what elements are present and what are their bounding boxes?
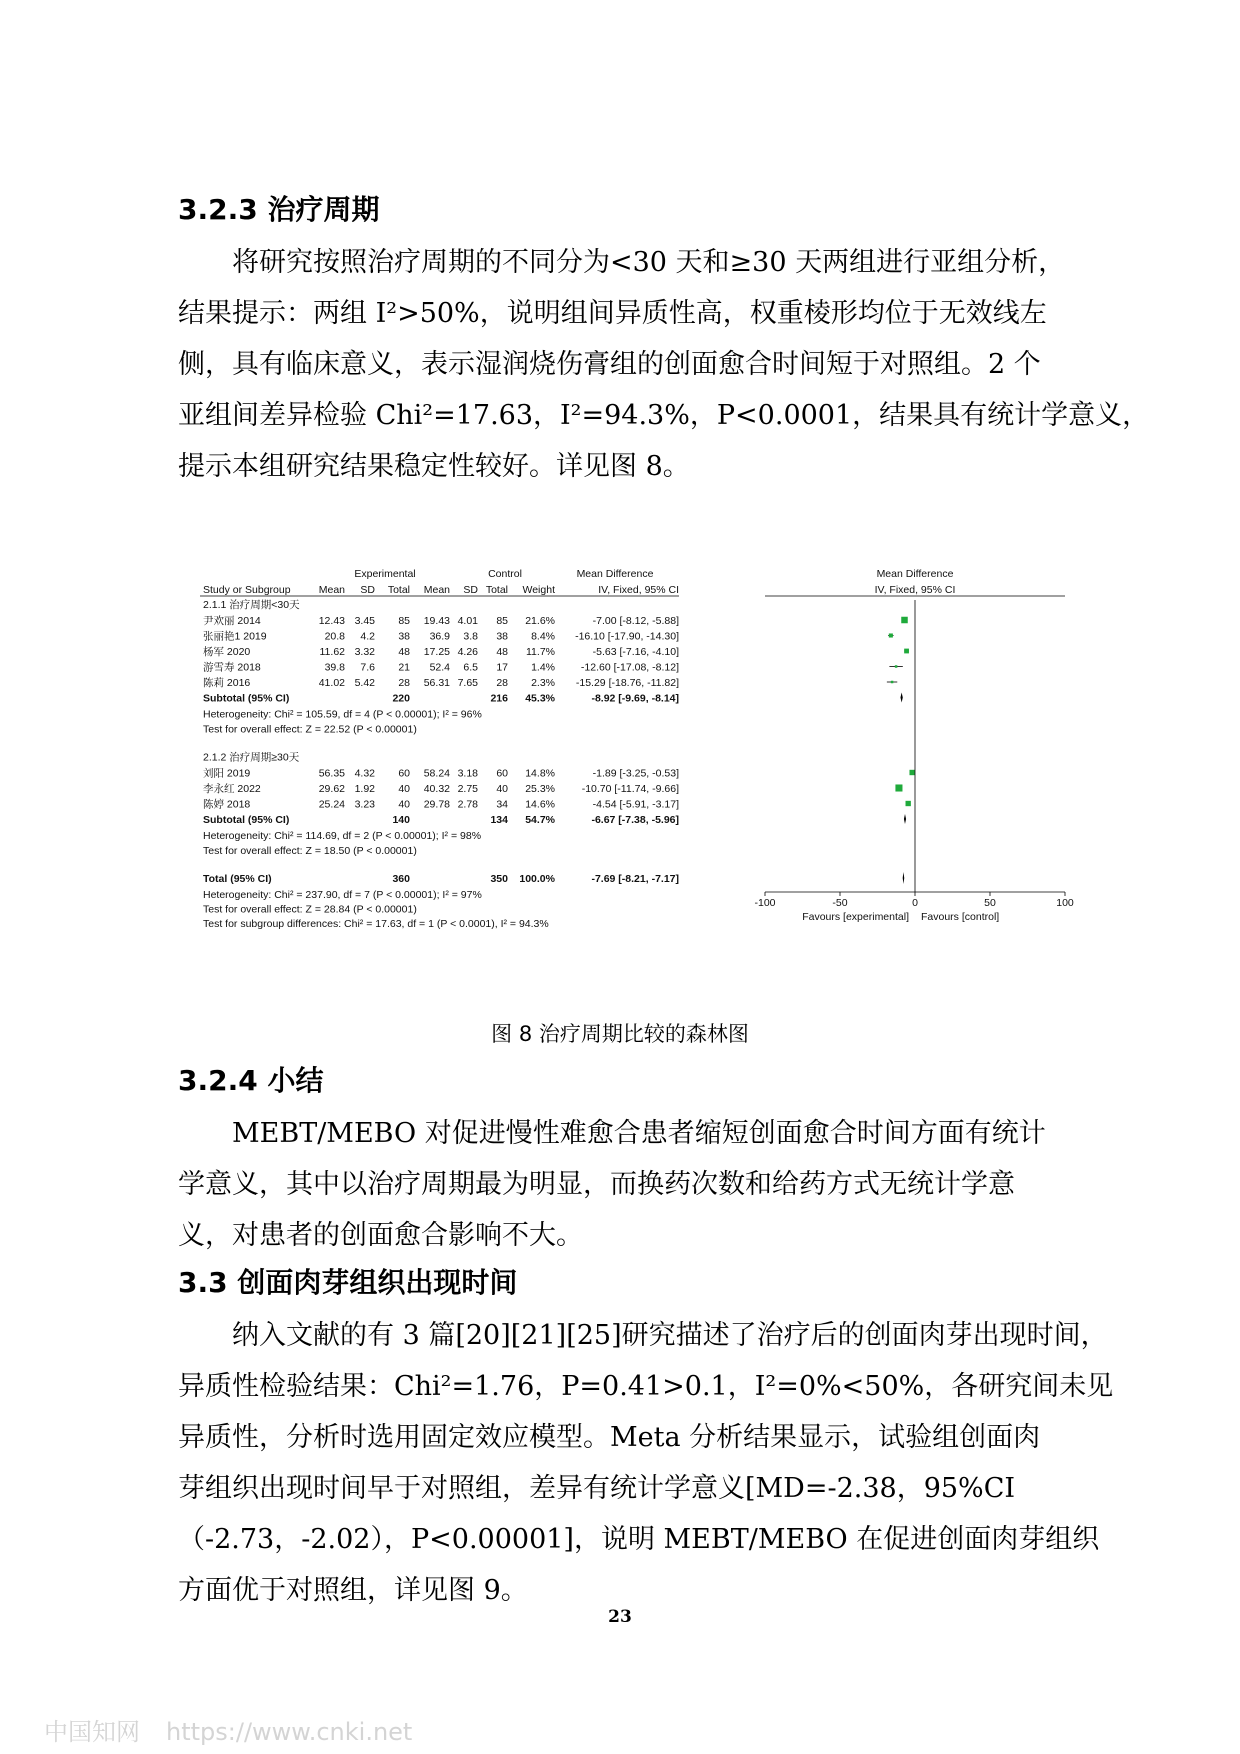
study-value: -1.89 [-3.25, -0.53] xyxy=(592,767,679,780)
forest-plot xyxy=(195,560,1075,980)
study-value: 21.6% xyxy=(525,615,555,627)
total-value: 360 xyxy=(392,873,410,885)
study-value: 3.18 xyxy=(457,767,478,780)
study-value: 36.9 xyxy=(429,630,450,643)
study-value: -12.60 [-17.08, -8.12] xyxy=(580,661,679,674)
section-heading-3-3: 3.3 创面肉芽组织出现时间 xyxy=(178,1266,518,1299)
effect-square xyxy=(901,617,908,624)
column-header: IV, Fixed, 95% CI xyxy=(598,584,679,596)
study-value: 28 xyxy=(496,677,508,689)
overall-effect-text: Test for overall effect: Z = 22.52 (P < 0.00001) xyxy=(203,723,417,736)
header-md: Mean Difference xyxy=(576,568,654,580)
study-value: 40 xyxy=(496,783,508,795)
heterogeneity-text: Heterogeneity: Chi² = 105.59, df = 4 (P < 0.00001); I² = 96% xyxy=(203,708,482,721)
study-value: 1.92 xyxy=(354,783,375,795)
subtotal-value: -6.67 [-7.38, -5.96] xyxy=(591,814,679,826)
text-line: 异质性，分析时选用固定效应模型。Meta 分析结果显示，试验组创面肉 xyxy=(178,1422,1041,1453)
study-value: 7.6 xyxy=(360,661,375,674)
effect-square xyxy=(909,770,914,775)
effect-square xyxy=(895,784,902,791)
study-value: 3.45 xyxy=(354,615,375,627)
watermark-url: https://www.cnki.net xyxy=(166,1718,413,1746)
text-line: 芽组织出现时间早于对照组，差异有统计学意义[MD=-2.38，95%CI xyxy=(178,1473,1016,1504)
study-value: 6.5 xyxy=(463,661,478,674)
study-value: 14.6% xyxy=(525,798,555,811)
watermark xyxy=(44,1712,438,1747)
text-line: （-2.73，-2.02），P<0.00001]，说明 MEBT/MEBO 在促进创面肉芽组织 xyxy=(178,1524,1100,1555)
study-value: 85 xyxy=(496,615,508,627)
study-name: 陈莉 2016 xyxy=(203,677,251,689)
subtotal-value: 45.3% xyxy=(525,692,555,705)
study-value: 56.35 xyxy=(318,767,345,780)
column-header: Weight xyxy=(522,584,555,596)
study-value: 1.4% xyxy=(531,661,555,674)
figure-caption: 图 8 治疗周期比较的森林图 xyxy=(491,1022,749,1046)
study-value: 28 xyxy=(398,677,410,689)
text-line: 亚组间差异检验 Chi²=17.63，I²=94.3%，P<0.0001，结果具有统计学意义， xyxy=(178,400,1150,431)
study-value: 41.02 xyxy=(318,677,345,689)
study-value: 20.8 xyxy=(324,630,345,643)
study-value: 34 xyxy=(496,798,508,811)
study-value: -5.63 [-7.16, -4.10] xyxy=(592,646,679,658)
study-value: 60 xyxy=(398,767,410,780)
study-value: 5.42 xyxy=(354,677,375,689)
text-line: MEBT/MEBO 对促进慢性难愈合患者缩短创面愈合时间方面有统计 xyxy=(232,1118,1046,1149)
total-value: 100.0% xyxy=(519,873,555,885)
effect-square xyxy=(895,665,898,668)
overall-effect-text: Test for overall effect: Z = 18.50 (P < 0.00001) xyxy=(203,845,417,857)
subtotal-value: 134 xyxy=(490,814,508,826)
study-value: 7.65 xyxy=(457,677,478,689)
header-md-plot: Mean Difference xyxy=(876,568,954,580)
text-line: 义，对患者的创面愈合影响不大。 xyxy=(178,1220,583,1251)
study-value: 12.43 xyxy=(318,615,345,627)
study-value: 4.32 xyxy=(354,767,375,780)
text-line: 异质性检验结果：Chi²=1.76，P=0.41>0.1，I²=0%<50%，各研究间未见 xyxy=(178,1371,1114,1402)
total-label: Total (95% CI) xyxy=(203,873,272,885)
text-line: 提示本组研究结果稳定性较好。详见图 8。 xyxy=(178,451,690,482)
study-name: 杨军 2020 xyxy=(203,646,251,658)
study-name: 刘阳 2019 xyxy=(203,767,251,780)
effect-square xyxy=(904,649,909,654)
subtotal-label: Subtotal (95% CI) xyxy=(203,692,290,705)
study-value: 4.01 xyxy=(457,615,478,627)
total-value: -7.69 [-8.21, -7.17] xyxy=(591,873,679,885)
study-name: 张丽艳1 2019 xyxy=(203,630,267,643)
x-tick-label: -50 xyxy=(832,897,848,909)
header-experimental: Experimental xyxy=(354,568,416,580)
heterogeneity-text: Heterogeneity: Chi² = 114.69, df = 2 (P < 0.00001); I² = 98% xyxy=(203,830,482,842)
study-name: 尹欢丽 2014 xyxy=(203,615,261,627)
study-value: -10.70 [-11.74, -9.66] xyxy=(581,783,679,795)
study-value: 25.3% xyxy=(525,783,555,795)
study-value: 40.32 xyxy=(423,783,450,795)
study-value: 38 xyxy=(496,630,508,643)
study-value: -15.29 [-18.76, -11.82] xyxy=(575,677,679,689)
column-header: Mean xyxy=(318,584,345,596)
footer-text: Test for overall effect: Z = 28.84 (P < 0.00001) xyxy=(203,903,417,916)
study-value: 39.8 xyxy=(324,661,345,674)
text-line: 将研究按照治疗周期的不同分为<30 天和≥30 天两组进行亚组分析， xyxy=(232,247,1066,278)
study-name: 李永红 2022 xyxy=(203,783,261,795)
header-control: Control xyxy=(488,568,522,580)
subtotal-diamond xyxy=(904,814,906,824)
study-value: 85 xyxy=(398,615,410,627)
footer-text: Test for subgroup differences: Chi² = 17.63, df = 1 (P < 0.0001), I² = 94.3% xyxy=(203,918,549,930)
column-header: SD xyxy=(360,584,375,596)
study-value: 60 xyxy=(496,767,508,780)
text-line: 侧，具有临床意义，表示湿润烧伤膏组的创面愈合时间短于对照组。2 个 xyxy=(178,349,1041,380)
column-header: Mean xyxy=(423,584,450,596)
study-value: 3.8 xyxy=(463,630,478,643)
study-value: 2.78 xyxy=(457,798,478,811)
page-number: 23 xyxy=(608,1607,632,1627)
column-header: Total xyxy=(387,584,410,596)
study-value: 29.62 xyxy=(318,783,345,795)
study-value: 17.25 xyxy=(423,646,450,658)
watermark-brand: 中国知网 xyxy=(44,1718,140,1746)
effect-square xyxy=(891,681,894,684)
subtotal-value: 54.7% xyxy=(525,814,555,826)
x-tick-label: -100 xyxy=(754,897,776,909)
subgroup-title: 2.1.2 治疗周期≥30天 xyxy=(203,751,300,764)
study-value: 52.4 xyxy=(429,661,450,674)
text-line: 纳入文献的有 3 篇[20][21][25]研究描述了治疗后的创面肉芽出现时间， xyxy=(232,1320,1108,1351)
x-tick-label: 100 xyxy=(1056,897,1074,909)
study-name: 游雪寿 2018 xyxy=(203,661,261,674)
section-heading-3-2-4: 3.2.4 小结 xyxy=(178,1064,324,1097)
study-value: -4.54 [-5.91, -3.17] xyxy=(592,798,679,811)
axis-left-label: Favours [experimental] xyxy=(802,911,909,923)
paragraph-3-2-4 xyxy=(178,1108,1098,1261)
column-header: SD xyxy=(463,584,478,596)
study-value: 48 xyxy=(496,646,508,658)
study-value: 4.2 xyxy=(360,630,375,643)
effect-square xyxy=(906,801,911,806)
study-value: 19.43 xyxy=(423,615,450,627)
text-line: 学意义，其中以治疗周期最为明显，而换药次数和给药方式无统计学意 xyxy=(178,1169,1015,1200)
study-value: 4.26 xyxy=(457,646,478,658)
total-value: 350 xyxy=(490,873,508,885)
subtotal-value: 216 xyxy=(490,692,508,705)
study-value: 48 xyxy=(398,646,410,658)
study-value: 29.78 xyxy=(423,798,450,811)
study-value: 17 xyxy=(496,661,508,674)
effect-square xyxy=(889,633,893,637)
study-value: 14.8% xyxy=(525,767,555,780)
paragraph-3-2-3 xyxy=(178,237,1150,492)
study-value: 40 xyxy=(398,783,410,795)
subtotal-value: -8.92 [-9.69, -8.14] xyxy=(591,692,679,705)
study-value: 8.4% xyxy=(531,630,555,643)
x-tick-label: 50 xyxy=(984,897,996,909)
text-line: 方面优于对照组，详见图 9。 xyxy=(178,1575,528,1606)
study-value: 58.24 xyxy=(423,767,450,780)
subtotal-value: 220 xyxy=(392,692,410,705)
study-value: 2.3% xyxy=(531,677,555,689)
axis-right-label: Favours [control] xyxy=(921,911,1000,923)
study-value: 38 xyxy=(398,630,410,643)
column-header: IV, Fixed, 95% CI xyxy=(874,584,956,596)
study-value: 2.75 xyxy=(457,783,478,795)
text-line: 结果提示：两组 I²>50%，说明组间异质性高，权重棱形均位于无效线左 xyxy=(178,298,1047,329)
column-header: Study or Subgroup xyxy=(203,584,291,596)
study-value: 3.32 xyxy=(354,646,375,658)
study-value: 25.24 xyxy=(318,798,345,811)
study-value: 40 xyxy=(398,798,410,811)
subtotal-label: Subtotal (95% CI) xyxy=(203,814,290,826)
x-tick-label: 0 xyxy=(912,897,918,909)
paragraph-3-3 xyxy=(178,1310,1114,1616)
study-value: 21 xyxy=(398,661,410,674)
study-value: 3.23 xyxy=(354,798,375,811)
total-diamond xyxy=(903,872,905,884)
study-value: -16.10 [-17.90, -14.30] xyxy=(575,630,679,643)
study-value: 11.62 xyxy=(319,646,345,658)
subgroup-title: 2.1.1 治疗周期<30天 xyxy=(203,599,300,611)
study-value: -7.00 [-8.12, -5.88] xyxy=(592,615,679,627)
study-value: 56.31 xyxy=(423,677,450,689)
footer-text: Heterogeneity: Chi² = 237.90, df = 7 (P < 0.00001); I² = 97% xyxy=(203,889,482,901)
subtotal-diamond xyxy=(900,693,902,703)
study-value: 11.7% xyxy=(526,646,555,658)
column-header: Total xyxy=(485,584,508,596)
subtotal-value: 140 xyxy=(392,814,410,826)
section-heading-3-2-3: 3.2.3 治疗周期 xyxy=(178,193,380,226)
study-name: 陈婷 2018 xyxy=(203,798,251,811)
